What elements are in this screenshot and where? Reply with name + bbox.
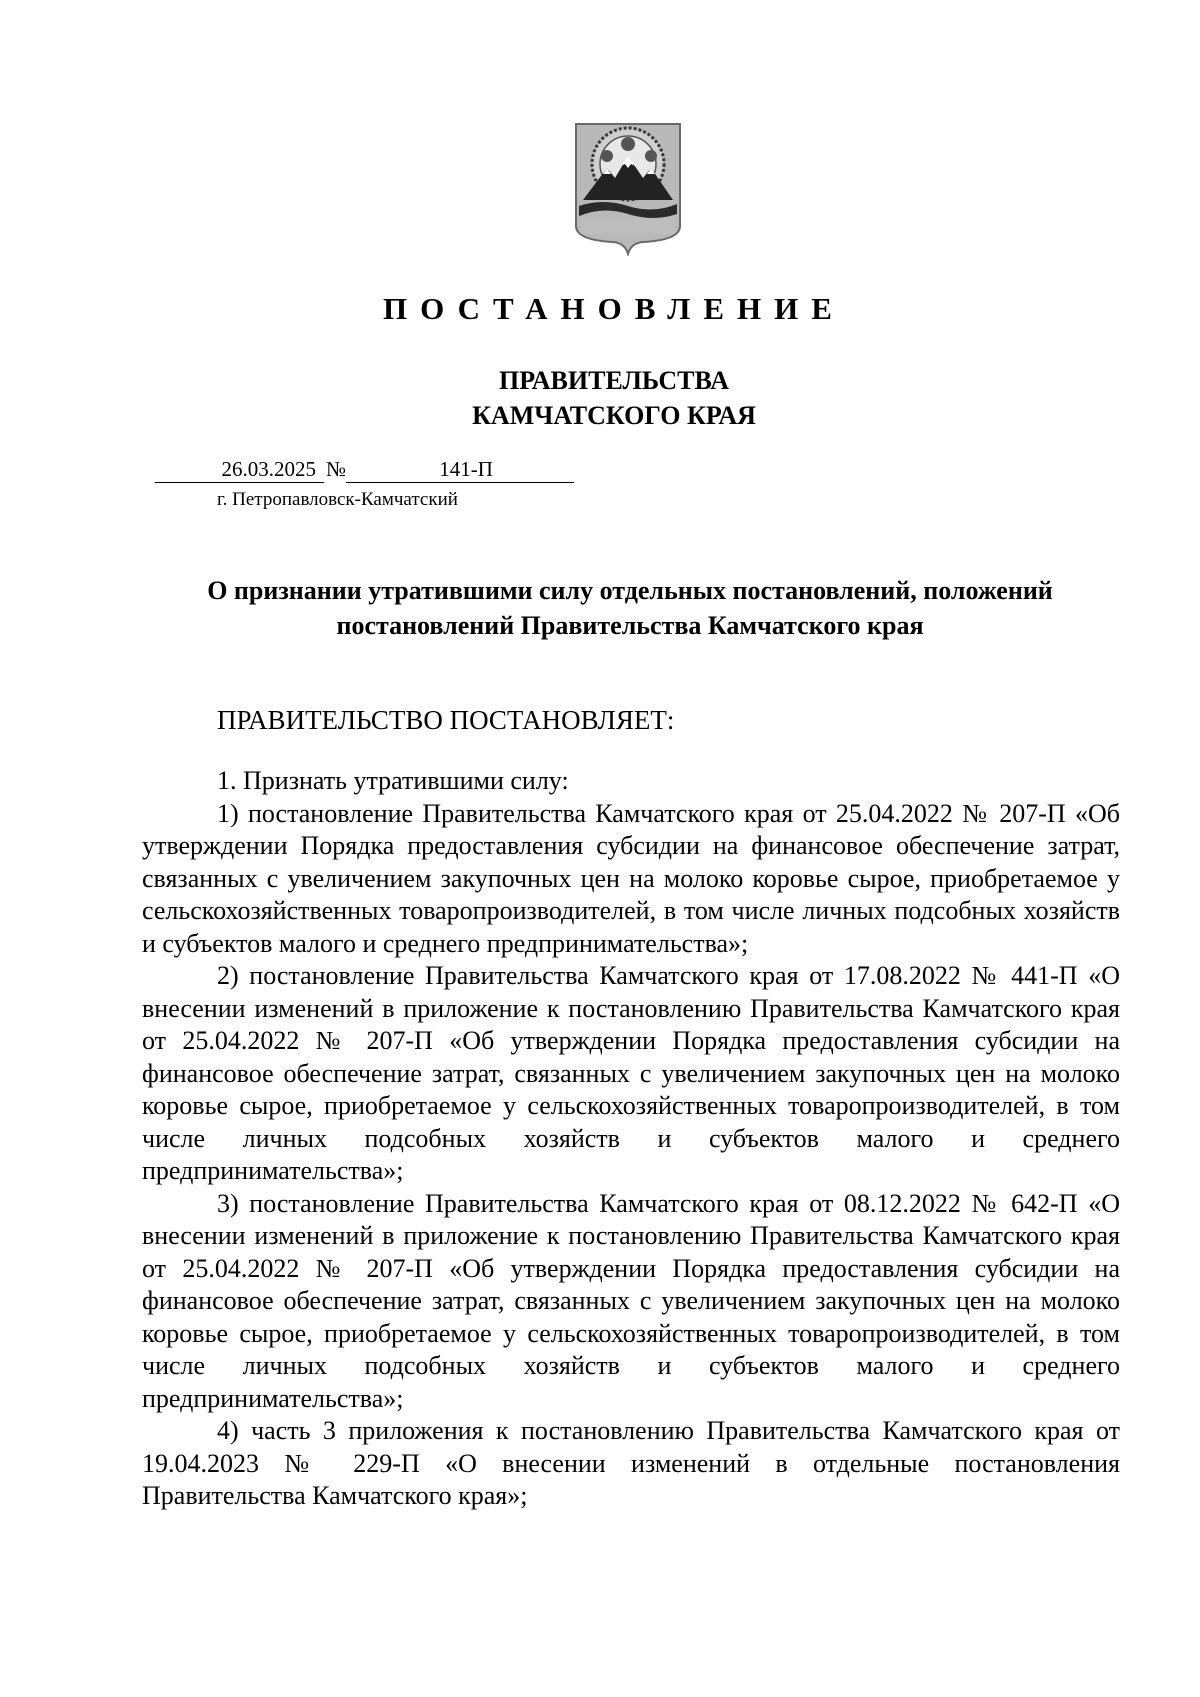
issuer-line-1: ПРАВИТЕЛЬСТВА bbox=[499, 366, 729, 395]
document-type-heading: ПОСТАНОВЛЕНИЕ bbox=[383, 291, 845, 326]
document-city: г. Петропавловск-Камчатский bbox=[217, 489, 458, 510]
paragraph-1-1: 1) постановление Правительства Камчатского края от 25.04.2022 № 207-П «Об утверждении Порядка предоставления субсидии на финансовое обеспечение затрат, связанных с увеличением закупочных цен на молоко коровье сырое, приобретаемое у сельскохозяйственных товаропроизводителей, в том числе личных подсобных хозяйств и субъектов малого и среднего предпринимательства»; bbox=[142, 798, 1120, 958]
preamble: ПРАВИТЕЛЬСТВО ПОСТАНОВЛЯЕТ: bbox=[217, 705, 675, 735]
issuer-heading bbox=[0, 363, 1200, 433]
document-body bbox=[142, 765, 1120, 1513]
paragraph-1-4: 4) часть 3 приложения к постановлению Правительства Камчатского края от 19.04.2023 № 229-П «О внесении изменений в отдельные постановления Правительства Камчатского края»; bbox=[142, 1416, 1120, 1510]
kamchatka-coat-of-arms-icon bbox=[573, 122, 683, 256]
paragraph-1-2: 2) постановление Правительства Камчатского края от 17.08.2022 № 441-П «О внесении изменений в приложение к постановлению Правительства Камчатского края от 25.04.2022 № 207-П «Об утверждении Порядка предоставления субсидии на финансовое обеспечение затрат, связанных с увеличением закупочных цен на молоко коровье сырое, приобретаемое у сельскохозяйственных товаропроизводителей, в том числе личных подсобных хозяйств и субъектов малого и среднего предпринимательства»; bbox=[142, 961, 1120, 1185]
document-number: 141-П bbox=[346, 457, 574, 483]
date-number-line bbox=[155, 457, 574, 483]
paragraph-1-3: 3) постановление Правительства Камчатского края от 08.12.2022 № 642-П «О внесении изменений в приложение к постановлению Правительства Камчатского края от 25.04.2022 № 207-П «Об утверждении Порядка предоставления субсидии на финансовое обеспечение затрат, связанных с увеличением закупочных цен на молоко коровье сырое, приобретаемое у сельскохозяйственных товаропроизводителей, в том числе личных подсобных хозяйств и субъектов малого и среднего предпринимательства»; bbox=[142, 1188, 1120, 1413]
document-date: 26.03.2025 bbox=[155, 457, 324, 483]
paragraph-1: 1. Признать утратившими силу: bbox=[217, 766, 569, 795]
number-sign: № bbox=[326, 457, 347, 481]
document-title: О признании утратившими силу отдельных постановлений, положений постановлений Правительства Камчатского края bbox=[207, 576, 1053, 640]
issuer-line-2: КАМЧАТСКОГО КРАЯ bbox=[472, 401, 756, 430]
